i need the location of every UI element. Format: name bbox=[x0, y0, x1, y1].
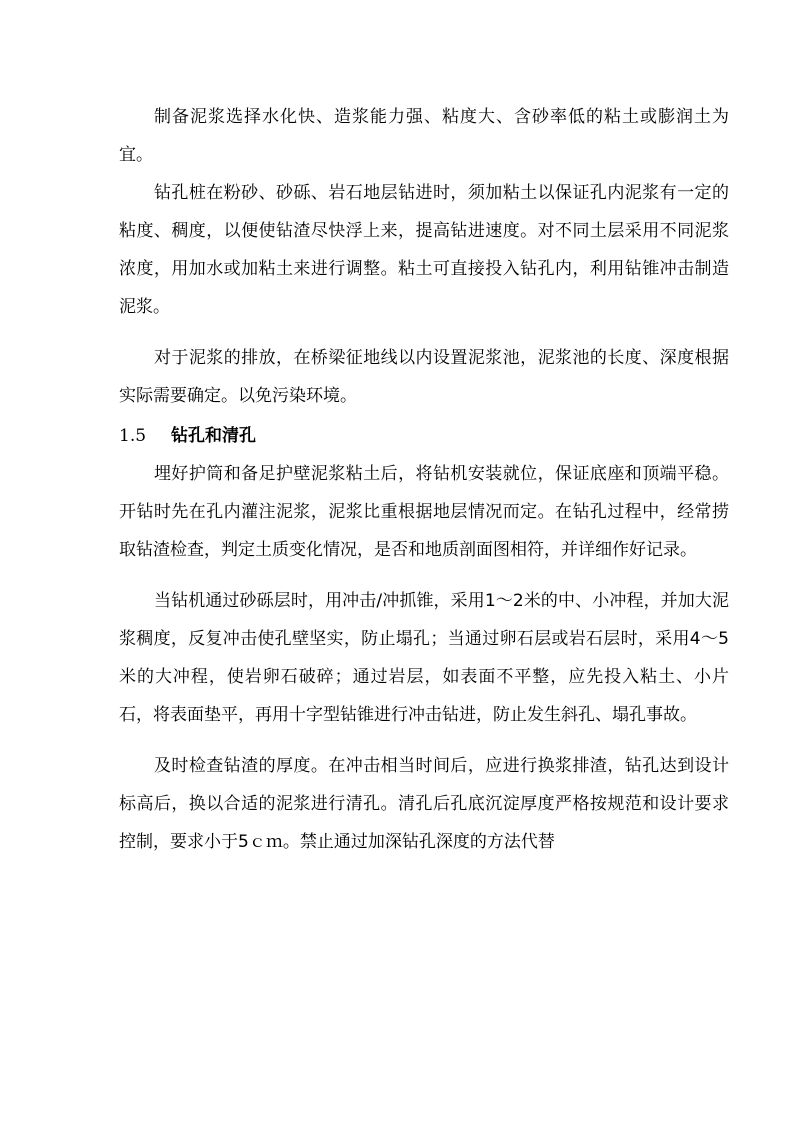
paragraph-mud-preparation: 制备泥浆选择水化快、造浆能力强、粘度大、含砂率低的粘土或膨润土为宜。 bbox=[119, 107, 729, 165]
section-heading bbox=[119, 417, 729, 455]
paragraph-drilling-clay: 钻孔桩在粉砂、砂砾、岩石地层钻进时，须加粘土以保证孔内泥浆有一定的粘度、稠度，以便使钻渣尽快浮上来，提高钻进速度。对不同土层采用不同泥浆浓度，用加水或加粘土来进行调整。粘土可直接投入钻孔内，利用钻锥冲击制造泥浆。 bbox=[119, 183, 729, 317]
paragraph-mud-discharge: 对于泥浆的排放，在桥梁征地线以内设置泥浆池，泥浆池的长度、深度根据实际需要确定。以免污染环境。 bbox=[119, 348, 729, 406]
paragraph-casing-setup: 埋好护筒和备足护壁泥浆粘土后，将钻机安装就位，保证底座和顶端平稳。开钻时先在孔内灌注泥浆，泥浆比重根据地层情况而定。在钻孔过程中，经常捞取钻渣检查，判定土质变化情况，是否和地质剖面图相符，并详细作好记录。 bbox=[119, 464, 729, 560]
section-number: 1.5 bbox=[119, 426, 147, 446]
paragraph-gravel-layer: 当钻机通过砂砾层时，用冲击/冲抓锥，采用1～2米的中、小冲程，并加大泥浆稠度，反复冲击使孔壁坚实，防止塌孔；当通过卵石层或岩石层时，采用4～5米的大冲程，使岩卵石破碎；通过岩层，如表面不平整，应先投入粘土、小片石，将表面垫平，再用十字型钻锥进行冲击钻进，防止发生斜孔、塌孔事故。 bbox=[119, 591, 729, 725]
paragraph-cleaning: 及时检查钻渣的厚度。在冲击相当时间后，应进行换浆排渣，钻孔达到设计标高后，换以合适的泥浆进行清孔。清孔后孔底沉淀厚度严格按规范和设计要求控制，要求小于5ｃｍ。禁止通过加深钻孔深度的方法代替 bbox=[119, 756, 729, 852]
section-title: 钻孔和清孔 bbox=[171, 426, 256, 446]
document-page bbox=[119, 98, 729, 861]
